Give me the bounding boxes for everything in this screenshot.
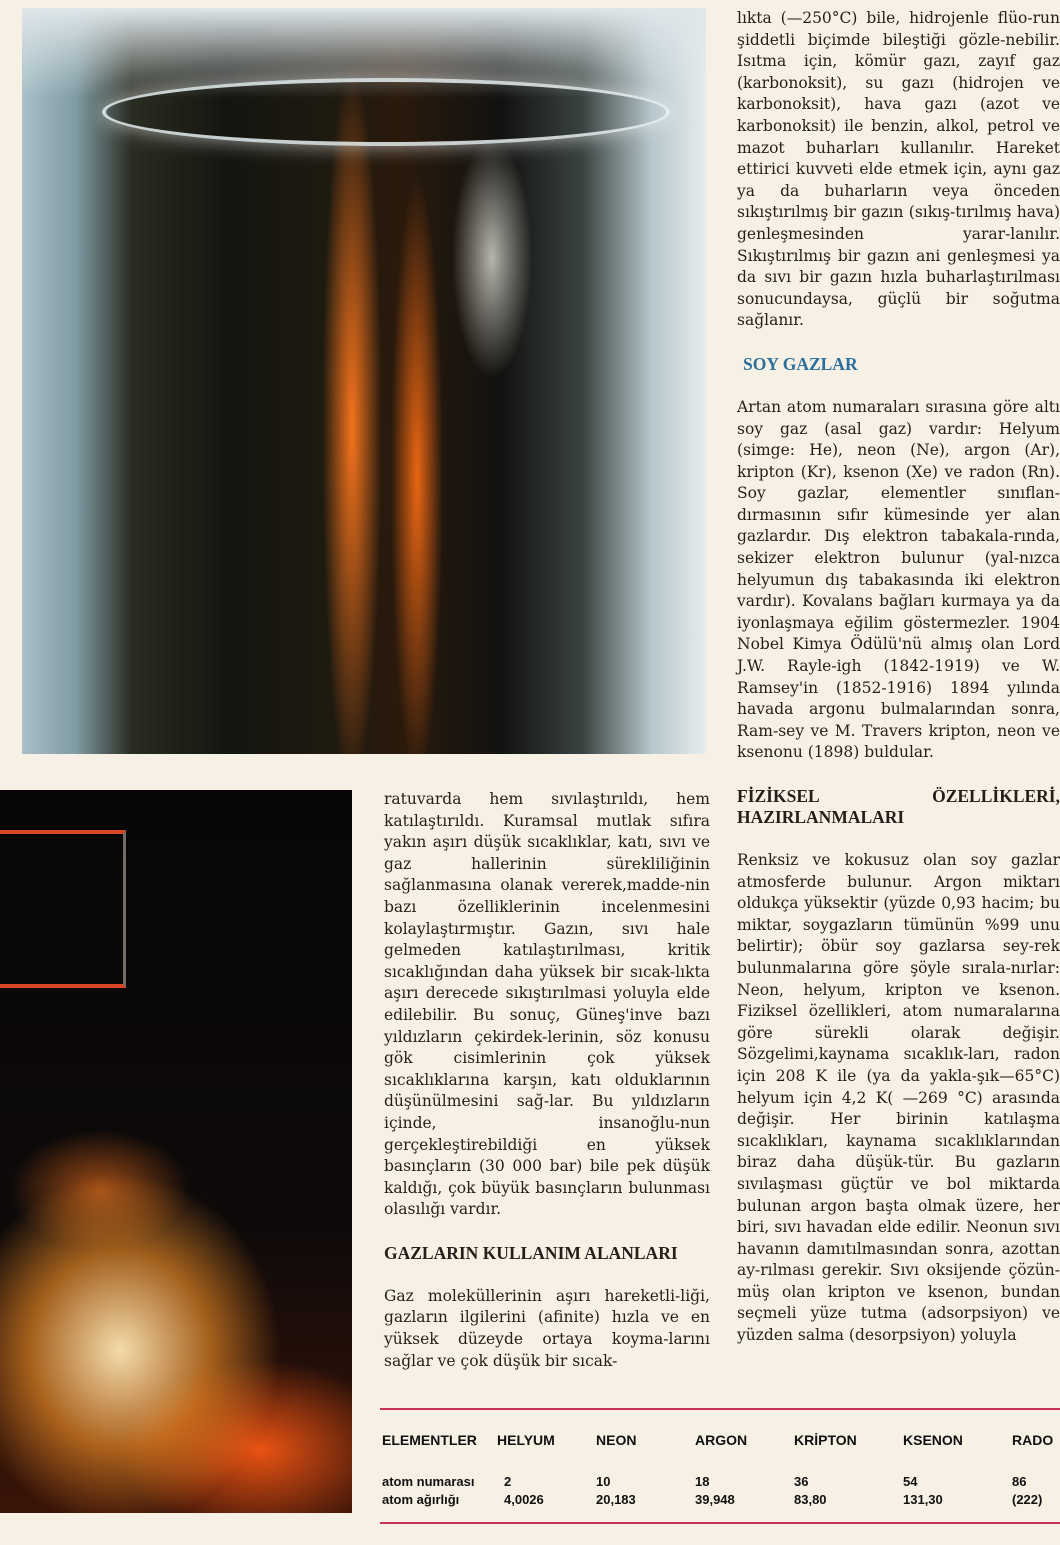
table-row xyxy=(380,1474,1060,1494)
table-row-label: atom ağırlığı xyxy=(382,1492,460,1507)
table-cell: 131,30 xyxy=(903,1492,943,1507)
table-cell: 20,183 xyxy=(596,1492,636,1507)
table-header-cell: HELYUM xyxy=(497,1432,555,1448)
table-header-cell: NEON xyxy=(596,1432,637,1448)
table-cell: 10 xyxy=(596,1474,611,1489)
table-header-cell: KSENON xyxy=(903,1432,963,1448)
section-heading: GAZLARIN KULLANIM ALANLARI xyxy=(384,1242,678,1263)
table-cell: 86 xyxy=(1012,1474,1027,1489)
middle-column xyxy=(384,789,710,1372)
paragraph: Renksiz ve kokusuz olan soy gazlar atmosferde bulunur. Argon miktarı oldukça yüksektir (yüzde 0,93 hacim; bu miktar, soygazların tümünün %99 unu belirtir); öbür soy gazlarsa sey-rek bulunmalarına göre şöyle sırala-nırlar: Neon, helyum, kripton ve ksenon. Fiziksel özellikleri, atom numaralarına göre sürekli olarak değişir. Sözgelimi,kaynama sıcaklık-ları, radon için 208 K ile (ya da yakla-şık—65°C) helyum için 4,2 K( —269 °C) arasında değişir. Her birinin katılaşma sıcaklıkları, kaynama sıcaklıklarından biraz daha düşük-tür. Bu gazların sıvılaşması güçtür ve bol miktarda bulunan argon başta olmak üzere, her biri, sıvı havadan elde edilir. Neonun sıvı havanın damıtılmasından sonra, azottan ay-rılması gerekir. Sıvı oksijende çözün-müş olan kripton ve ksenon, bundan seçmeli yüze tutma (adsorpsiyon) ve yüzden salma (desorpsiyon) yoluyla xyxy=(737,851,1060,1345)
paragraph: ratuvarda hem sıvılaştırıldı, hem katılaştırıldı. Kuramsal mutlak sıfıra yakın aşırı düşük sıcaklıklar, katı, sıvı ve gaz hallerinin sürekliliğinin sağlanmasına olanak vererek,madde-nin bazı özelliklerinin incelenmesini kolaylaştırmıştır. Gazın, sıvı hale gelmeden katılaştırılması, kritik sıcaklığından daha yüksek bir sıcak-lıkta aşırı derecede sıkıştırılmasi yoluyla elde edilebilir. Bu sonuç, Güneş'inve bazı yıldızların çekirdek-lerinin, söz konusu gök cisimlerinin çok yüksek sıcaklıklarına karşın, katı olduklarının düşünülmesini sağ-lar. Bu yıldızların içinde, insanoğlu-nun gerçekleştirebildiği en yüksek basınçların (30 000 bar) bile pek düşük kaldığı, çok büyük basınçların bulunması olasılığı vardır. xyxy=(384,790,710,1219)
table-cell: 39,948 xyxy=(695,1492,735,1507)
table-header-cell: KRİPTON xyxy=(794,1432,857,1448)
table-cell: 83,80 xyxy=(794,1492,827,1507)
glass-container xyxy=(0,830,126,988)
table-cell: 54 xyxy=(903,1474,918,1489)
table-row xyxy=(380,1492,1060,1512)
paragraph: Artan atom numaraları sırasına göre altı soy gaz (asal gaz) vardır: Helyum (simge: He), neon (Ne), argon (Ar), kripton (Kr), ksenon (Xe) ve radon (Rn). Soy gazlar, elementler sınıflan-dırmasının sıfır kümesinde yer alan gazlardır. Dış elektron tabakala-rında, sekizer elektron bulunur (yal-nızca helyumun dış tabakasında iki elektron vardır). Kovalans bağları kurmaya ya da iyonlaşmaya eğilim göstermezler. 1904 Nobel Kimya Ödülü'nü almış olan Lord J.W. Rayle-igh (1842-1919) ve W. Ramsey'in (1852-1916) 1894 yılında havada argonu bulmalarından sonra, Ram-sey ve M. Travers kripton, neon ve ksenonu (1898) buldular. xyxy=(737,397,1060,762)
table-header-row xyxy=(380,1432,1060,1452)
table-header-cell: RADO xyxy=(1012,1432,1054,1448)
section-heading: FİZİKSEL ÖZELLİKLERİ, HAZIRLANMALARI xyxy=(737,786,1060,827)
table-header-cell: ARGON xyxy=(695,1432,748,1448)
table-cell: 18 xyxy=(695,1474,710,1489)
elements-table xyxy=(380,1408,1060,1524)
glass-rim xyxy=(102,78,670,146)
right-column xyxy=(737,8,1060,1347)
table-header-cell: ELEMENTLER xyxy=(382,1432,477,1448)
table-cell: 36 xyxy=(794,1474,809,1489)
table-cell: 4,0026 xyxy=(504,1492,544,1507)
photo-fire-and-gas xyxy=(0,790,352,1513)
photo-flame-in-glass xyxy=(22,8,706,754)
table-cell: (222) xyxy=(1012,1492,1043,1507)
paragraph: Gaz moleküllerinin aşırı hareketli-liği, gazların ilgilerini (afinite) hızla ve en yüksek düzeyde ortaya koyma-larını sağlar ve çok düşük bir sıcak- xyxy=(384,1286,710,1370)
section-heading-blue: SOY GAZLAR xyxy=(743,353,858,374)
paragraph: lıkta (—250°C) bile, hidrojenle flüo-run şiddetli biçimde bileştiği gözle-nebilir. Isıtma için, kömür gazı, zayıf gaz (karbonoksit), su gazı (hidrojen ve karbonoksit), hava gazı (azot ve karbonoksit) ile benzin, alkol, petrol ve mazot buharları kullanılır. Hareket ettirici kuvveti elde etmek için, aynı gaz ya da buharların veya önceden sıkıştırılmış bir gazın (sıkış-tırılmış hava) genleşmesinden yarar-lanılır. Sıkıştırılmış bir gazın ani genleşmesi ya da sıvı bir gazın hızla buharlaştırılması sonucundaysa, güçlü bir soğutma sağlanır. xyxy=(737,9,1060,330)
table-row-label: atom numarası xyxy=(382,1474,475,1489)
table-cell: 2 xyxy=(504,1474,512,1489)
